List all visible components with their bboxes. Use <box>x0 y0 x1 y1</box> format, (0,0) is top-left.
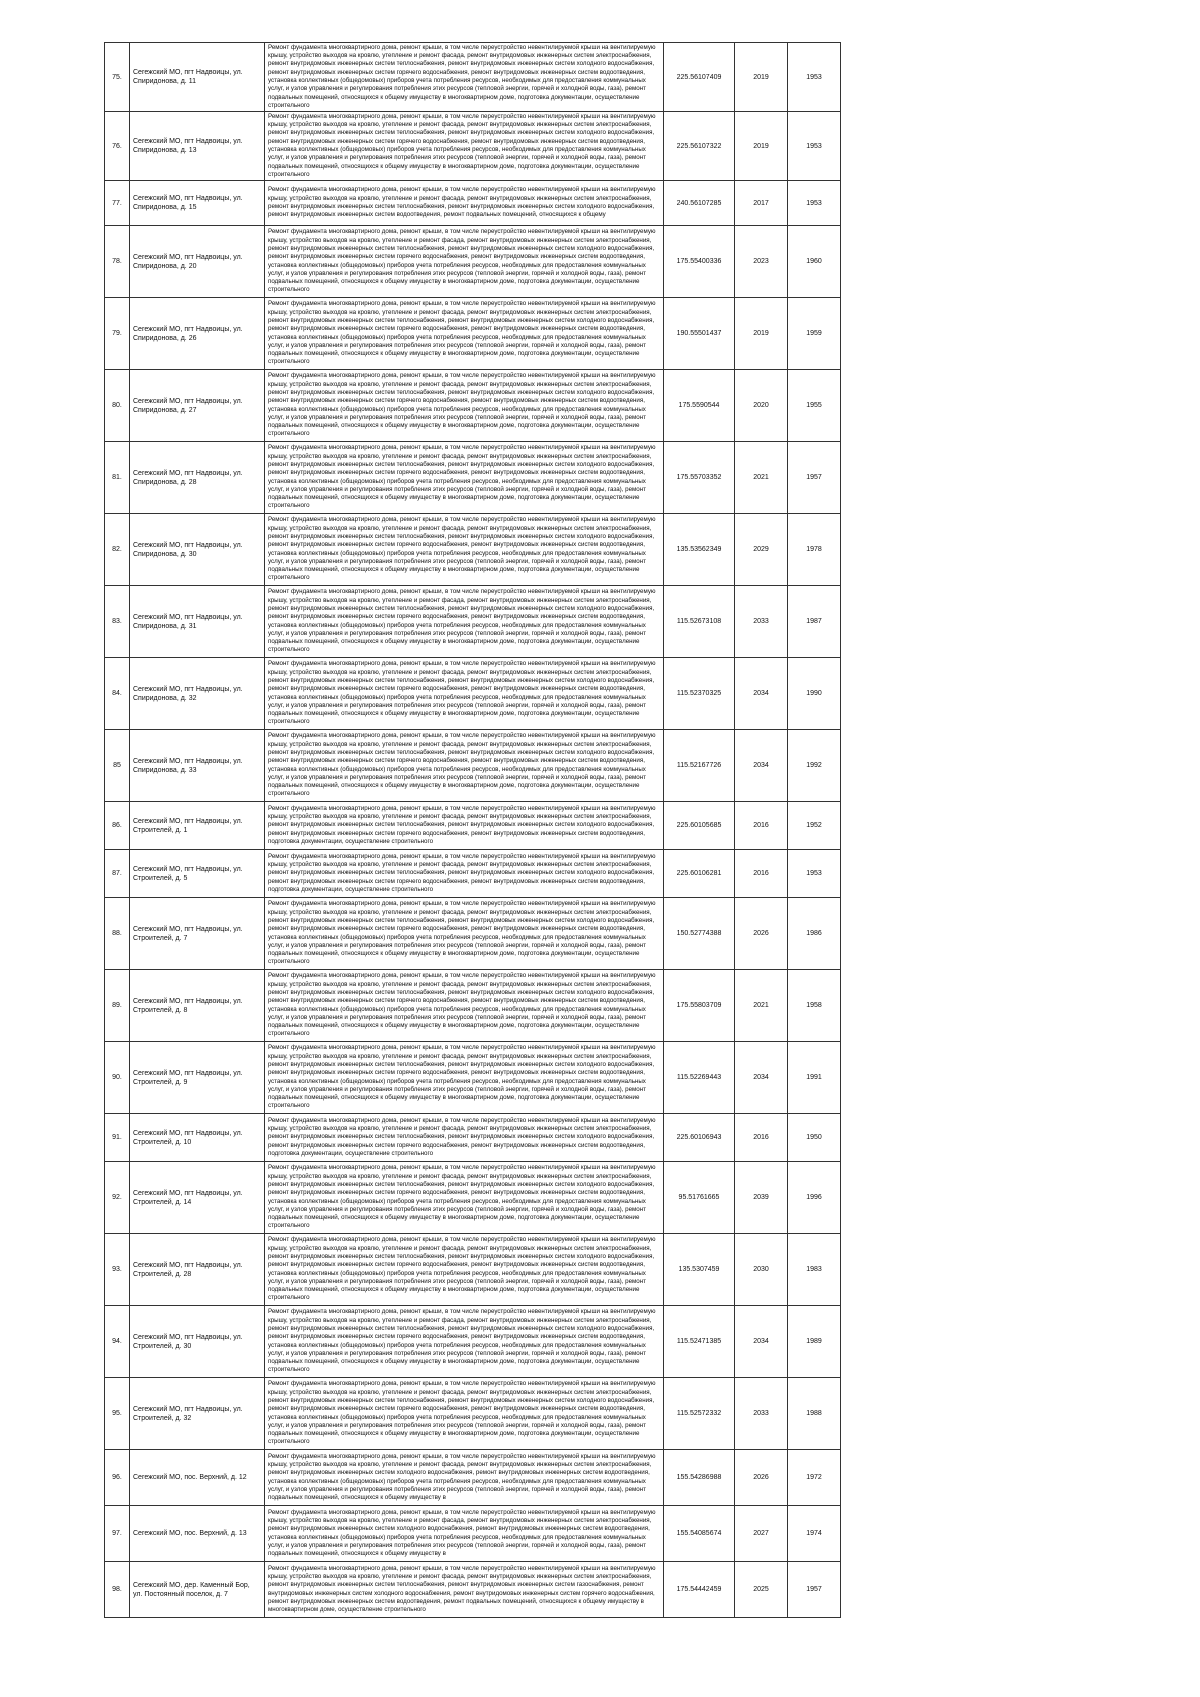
address-cell: Сегежский МО, пгт Надвоицы, ул. Строителей, д. 1 <box>130 802 265 850</box>
table-row <box>105 1378 841 1450</box>
row-number: 84. <box>105 658 130 730</box>
table-row <box>105 1306 841 1378</box>
planned-year-cell: 2021 <box>735 442 788 514</box>
table-row <box>105 1114 841 1162</box>
row-number: 80. <box>105 370 130 442</box>
work-description-text: Ремонт фундамента многоквартирного дома, ремонт крыши, в том числе переустройство невентилируемой крыши на вентилируемую крышу, устройство выходов на кровлю, утепление и ремонт фасада, ремонт внутридомовых инженерных систем электроснабжения, ремонт внутридомовых инженерных систем теплоснабжения, ремонт внутридомовых инженерных систем холодного водоснабжения, ремонт внутридомовых инженерных систем водоотведения, ремонт подвальных помещений, относящихся к общему <box>268 186 656 219</box>
built-year-cell: 1955 <box>788 370 841 442</box>
built-year-cell: 1986 <box>788 898 841 970</box>
cost-cell: 225.60106943 <box>664 1114 735 1162</box>
cost-cell: 115.52370325 <box>664 658 735 730</box>
work-description-cell <box>265 1114 664 1162</box>
work-description-cell <box>265 226 664 298</box>
address-cell: Сегежский МО, пгт Надвоицы, ул. Спиридонова, д. 27 <box>130 370 265 442</box>
work-description-cell <box>265 1234 664 1306</box>
work-description-text: Ремонт фундамента многоквартирного дома, ремонт крыши, в том числе переустройство невентилируемой крыши на вентилируемую крышу, устройство выходов на кровлю, утепление и ремонт фасада, ремонт внутридомовых инженерных систем электроснабжения, ремонт внутридомовых инженерных систем теплоснабжения, ремонт внутридомовых инженерных систем холодного водоснабжения, ремонт внутридомовых инженерных систем горячего водоснабжения, ремонт внутридомовых инженерных систем водоотведения, установка коллективных (общедомовых) приборов учета потребления ресурсов, необходимых для предоставления коммунальных услуг, и узлов управления и регулирования потребления этих ресурсов (тепловой энергии, горячей и холодной воды, газа), ремонт подвальных помещений, относящихся к общему имуществу в многоквартирном доме, подготовка документации, осуществление строительного <box>268 43 656 109</box>
planned-year-cell: 2030 <box>735 1234 788 1306</box>
table-row <box>105 1162 841 1234</box>
work-description-cell <box>265 730 664 802</box>
work-description-cell <box>265 1162 664 1234</box>
row-number: 92. <box>105 1162 130 1234</box>
built-year-cell: 1989 <box>788 1306 841 1378</box>
work-description-cell <box>265 898 664 970</box>
work-description-cell <box>265 658 664 730</box>
cost-cell: 175.54442459 <box>664 1562 735 1618</box>
table-row <box>105 970 841 1042</box>
work-description-cell <box>265 802 664 850</box>
work-description-cell <box>265 586 664 658</box>
work-description-text: Ремонт фундамента многоквартирного дома, ремонт крыши, в том числе переустройство невентилируемой крыши на вентилируемую крышу, устройство выходов на кровлю, утепление и ремонт фасада, ремонт внутридомовых инженерных систем электроснабжения, ремонт внутридомовых инженерных систем теплоснабжения, ремонт внутридомовых инженерных систем холодного водоснабжения, ремонт внутридомовых инженерных систем горячего водоснабжения, ремонт внутридомовых инженерных систем водоотведения, подготовка документации, осуществление строительного <box>268 1116 656 1157</box>
cost-cell: 115.52269443 <box>664 1042 735 1114</box>
work-description-cell <box>265 112 664 181</box>
table-row <box>105 1562 841 1618</box>
planned-year-cell: 2026 <box>735 1450 788 1506</box>
built-year-cell: 1953 <box>788 112 841 181</box>
planned-year-cell: 2021 <box>735 970 788 1042</box>
address-cell: Сегежский МО, пгт Надвоицы, ул. Спиридонова, д. 32 <box>130 658 265 730</box>
built-year-cell: 1983 <box>788 1234 841 1306</box>
work-description-cell <box>265 370 664 442</box>
address-cell: Сегежский МО, пгт Надвоицы, ул. Спиридонова, д. 26 <box>130 298 265 370</box>
built-year-cell: 1988 <box>788 1378 841 1450</box>
table-row <box>105 181 841 226</box>
built-year-cell: 1978 <box>788 514 841 586</box>
address-cell: Сегежский МО, дер. Каменный Бор, ул. Постоянный поселок, д. 7 <box>130 1562 265 1618</box>
cost-cell: 240.56107285 <box>664 181 735 226</box>
address-cell: Сегежский МО, пгт Надвоицы, ул. Строителей, д. 30 <box>130 1306 265 1378</box>
built-year-cell: 1950 <box>788 1114 841 1162</box>
planned-year-cell: 2017 <box>735 181 788 226</box>
planned-year-cell: 2039 <box>735 1162 788 1234</box>
table-row <box>105 298 841 370</box>
work-description-cell <box>265 298 664 370</box>
row-number: 97. <box>105 1506 130 1562</box>
work-description-cell <box>265 1378 664 1450</box>
table-row <box>105 586 841 658</box>
cost-cell: 175.5590544 <box>664 370 735 442</box>
table-row <box>105 658 841 730</box>
address-cell: Сегежский МО, пгт Надвоицы, ул. Спиридонова, д. 20 <box>130 226 265 298</box>
work-description-text: Ремонт фундамента многоквартирного дома, ремонт крыши, в том числе переустройство невентилируемой крыши на вентилируемую крышу, устройство выходов на кровлю, утепление и ремонт фасада, ремонт внутридомовых инженерных систем электроснабжения, ремонт внутридомовых инженерных систем теплоснабжения, ремонт внутридомовых инженерных систем холодного водоснабжения, ремонт внутридомовых инженерных систем горячего водоснабжения, ремонт внутридомовых инженерных систем водоотведения, установка коллективных (общедомовых) приборов учета потребления ресурсов, необходимых для предоставления коммунальных услуг, и узлов управления и регулирования потребления этих ресурсов (тепловой энергии, горячей и холодной воды, газа), ремонт подвальных помещений, относящихся к общему имуществу в многоквартирном доме, подготовка документации, осуществление строительного <box>268 1164 656 1230</box>
cost-cell: 95.51761665 <box>664 1162 735 1234</box>
cost-cell: 115.52471385 <box>664 1306 735 1378</box>
planned-year-cell: 2019 <box>735 112 788 181</box>
planned-year-cell: 2026 <box>735 898 788 970</box>
address-cell: Сегежский МО, пгт Надвоицы, ул. Строителей, д. 28 <box>130 1234 265 1306</box>
address-cell: Сегежский МО, пос. Верхний, д. 13 <box>130 1506 265 1562</box>
planned-year-cell: 2034 <box>735 1306 788 1378</box>
cost-cell: 225.56107409 <box>664 43 735 112</box>
row-number: 86. <box>105 802 130 850</box>
built-year-cell: 1959 <box>788 298 841 370</box>
planned-year-cell: 2033 <box>735 586 788 658</box>
cost-cell: 175.55803709 <box>664 970 735 1042</box>
built-year-cell: 1952 <box>788 802 841 850</box>
work-description-text: Ремонт фундамента многоквартирного дома, ремонт крыши, в том числе переустройство невентилируемой крыши на вентилируемую крышу, устройство выходов на кровлю, утепление и ремонт фасада, ремонт внутридомовых инженерных систем электроснабжения, ремонт внутридомовых инженерных систем теплоснабжения, ремонт внутридомовых инженерных систем холодного водоснабжения, ремонт внутридомовых инженерных систем горячего водоснабжения, ремонт внутридомовых инженерных систем водоотведения, подготовка документации, осуществление строительного <box>268 852 656 893</box>
table-row <box>105 1234 841 1306</box>
row-number: 78. <box>105 226 130 298</box>
row-number: 76. <box>105 112 130 181</box>
built-year-cell: 1996 <box>788 1162 841 1234</box>
address-cell: Сегежский МО, пгт Надвоицы, ул. Спиридонова, д. 15 <box>130 181 265 226</box>
table-body <box>105 43 841 1618</box>
row-number: 96. <box>105 1450 130 1506</box>
table-row <box>105 370 841 442</box>
address-cell: Сегежский МО, пгт Надвоицы, ул. Спиридонова, д. 31 <box>130 586 265 658</box>
work-description-text: Ремонт фундамента многоквартирного дома, ремонт крыши, в том числе переустройство невентилируемой крыши на вентилируемую крышу, устройство выходов на кровлю, утепление и ремонт фасада, ремонт внутридомовых инженерных систем электроснабжения, ремонт внутридомовых инженерных систем теплоснабжения, ремонт внутридомовых инженерных систем холодного водоснабжения, ремонт внутридомовых инженерных систем горячего водоснабжения, ремонт внутридомовых инженерных систем водоотведения, установка коллективных (общедомовых) приборов учета потребления ресурсов, необходимых для предоставления коммунальных услуг, и узлов управления и регулирования потребления этих ресурсов (тепловой энергии, горячей и холодной воды, газа), ремонт подвальных помещений, относящихся к общему имуществу в многоквартирном доме, подготовка документации, осуществление строительного <box>268 900 656 966</box>
cost-cell: 175.55703352 <box>664 442 735 514</box>
table-row <box>105 43 841 112</box>
row-number: 89. <box>105 970 130 1042</box>
built-year-cell: 1953 <box>788 181 841 226</box>
work-description-cell <box>265 43 664 112</box>
planned-year-cell: 2029 <box>735 514 788 586</box>
work-description-cell <box>265 850 664 898</box>
table-row <box>105 112 841 181</box>
work-description-text: Ремонт фундамента многоквартирного дома, ремонт крыши, в том числе переустройство невентилируемой крыши на вентилируемую крышу, устройство выходов на кровлю, утепление и ремонт фасада, ремонт внутридомовых инженерных систем электроснабжения, ремонт внутридомовых инженерных систем теплоснабжения, ремонт внутридомовых инженерных систем холодного водоснабжения, ремонт внутридомовых инженерных систем горячего водоснабжения, ремонт внутридомовых инженерных систем водоотведения, установка коллективных (общедомовых) приборов учета потребления ресурсов, необходимых для предоставления коммунальных услуг, и узлов управления и регулирования потребления этих ресурсов (тепловой энергии, горячей и холодной воды, газа), ремонт подвальных помещений, относящихся к общему имуществу в многоквартирном доме, подготовка документации, осуществление строительного <box>268 972 656 1038</box>
cost-cell: 115.52673108 <box>664 586 735 658</box>
cost-cell: 155.54286988 <box>664 1450 735 1506</box>
work-description-text: Ремонт фундамента многоквартирного дома, ремонт крыши, в том числе переустройство невентилируемой крыши на вентилируемую крышу, устройство выходов на кровлю, утепление и ремонт фасада, ремонт внутридомовых инженерных систем электроснабжения, ремонт внутридомовых инженерных систем теплоснабжения, ремонт внутридомовых инженерных систем холодного водоснабжения, ремонт внутридомовых инженерных систем горячего водоснабжения, ремонт внутридомовых инженерных систем водоотведения, установка коллективных (общедомовых) приборов учета потребления ресурсов, необходимых для предоставления коммунальных услуг, и узлов управления и регулирования потребления этих ресурсов (тепловой энергии, горячей и холодной воды, газа), ремонт подвальных помещений, относящихся к общему имуществу в многоквартирном доме, подготовка документации, осуществление строительного <box>268 732 656 798</box>
built-year-cell: 1974 <box>788 1506 841 1562</box>
work-description-text: Ремонт фундамента многоквартирного дома, ремонт крыши, в том числе переустройство невентилируемой крыши на вентилируемую крышу, устройство выходов на кровлю, утепление и ремонт фасада, ремонт внутридомовых инженерных систем электроснабжения, ремонт внутридомовых инженерных систем теплоснабжения, ремонт внутридомовых инженерных систем холодного водоснабжения, ремонт внутридомовых инженерных систем горячего водоснабжения, ремонт внутридомовых инженерных систем водоотведения, установка коллективных (общедомовых) приборов учета потребления ресурсов, необходимых для предоставления коммунальных услуг, и узлов управления и регулирования потребления этих ресурсов (тепловой энергии, горячей и холодной воды, газа), ремонт подвальных помещений, относящихся к общему имуществу в многоквартирном доме, подготовка документации, осуществление строительного <box>268 588 656 654</box>
row-number: 94. <box>105 1306 130 1378</box>
row-number: 79. <box>105 298 130 370</box>
work-description-text: Ремонт фундамента многоквартирного дома, ремонт крыши, в том числе переустройство невентилируемой крыши на вентилируемую крышу, устройство выходов на кровлю, утепление и ремонт фасада, ремонт внутридомовых инженерных систем электроснабжения, ремонт внутридомовых инженерных систем теплоснабжения, ремонт внутридомовых инженерных систем газоснабжения, ремонт внутридомовых инженерных систем холодного водоснабжения, ремонт внутридомовых инженерных систем горячего водоснабжения, ремонт внутридомовых инженерных систем водоотведения, ремонт подвальных помещений, относящихся к общему имуществу в многоквартирном доме, осуществление строительного <box>268 1564 656 1614</box>
built-year-cell: 1960 <box>788 226 841 298</box>
built-year-cell: 1990 <box>788 658 841 730</box>
planned-year-cell: 2019 <box>735 43 788 112</box>
cost-cell: 135.53562349 <box>664 514 735 586</box>
row-number: 83. <box>105 586 130 658</box>
work-description-cell <box>265 1450 664 1506</box>
planned-year-cell: 2023 <box>735 226 788 298</box>
address-cell: Сегежский МО, пгт Надвоицы, ул. Строителей, д. 32 <box>130 1378 265 1450</box>
row-number: 95. <box>105 1378 130 1450</box>
table-row <box>105 1506 841 1562</box>
table-row <box>105 898 841 970</box>
planned-year-cell: 2016 <box>735 802 788 850</box>
table-row <box>105 802 841 850</box>
built-year-cell: 1991 <box>788 1042 841 1114</box>
work-description-cell <box>265 1506 664 1562</box>
work-description-text: Ремонт фундамента многоквартирного дома, ремонт крыши, в том числе переустройство невентилируемой крыши на вентилируемую крышу, устройство выходов на кровлю, утепление и ремонт фасада, ремонт внутридомовых инженерных систем электроснабжения, ремонт внутридомовых инженерных систем теплоснабжения, ремонт внутридомовых инженерных систем холодного водоснабжения, ремонт внутридомовых инженерных систем горячего водоснабжения, ремонт внутридомовых инженерных систем водоотведения, установка коллективных (общедомовых) приборов учета потребления ресурсов, необходимых для предоставления коммунальных услуг, и узлов управления и регулирования потребления этих ресурсов (тепловой энергии, горячей и холодной воды, газа), ремонт подвальных помещений, относящихся к общему имуществу в многоквартирном доме, подготовка документации, осуществление строительного <box>268 372 656 438</box>
table-row <box>105 1450 841 1506</box>
planned-year-cell: 2033 <box>735 1378 788 1450</box>
work-description-text: Ремонт фундамента многоквартирного дома, ремонт крыши, в том числе переустройство невентилируемой крыши на вентилируемую крышу, устройство выходов на кровлю, утепление и ремонт фасада, ремонт внутридомовых инженерных систем электроснабжения, ремонт внутридомовых инженерных систем теплоснабжения, ремонт внутридомовых инженерных систем холодного водоснабжения, ремонт внутридомовых инженерных систем горячего водоснабжения, ремонт внутридомовых инженерных систем водоотведения, установка коллективных (общедомовых) приборов учета потребления ресурсов, необходимых для предоставления коммунальных услуг, и узлов управления и регулирования потребления этих ресурсов (тепловой энергии, горячей и холодной воды, газа), ремонт подвальных помещений, относящихся к общему имуществу в многоквартирном доме, подготовка документации, осуществление строительного <box>268 1236 656 1302</box>
row-number: 93. <box>105 1234 130 1306</box>
built-year-cell: 1992 <box>788 730 841 802</box>
planned-year-cell: 2034 <box>735 730 788 802</box>
row-number: 75. <box>105 43 130 112</box>
work-description-text: Ремонт фундамента многоквартирного дома, ремонт крыши, в том числе переустройство невентилируемой крыши на вентилируемую крышу, устройство выходов на кровлю, утепление и ремонт фасада, ремонт внутридомовых инженерных систем электроснабжения, ремонт внутридомовых инженерных систем теплоснабжения, ремонт внутридомовых инженерных систем холодного водоснабжения, ремонт внутридомовых инженерных систем горячего водоснабжения, ремонт внутридомовых инженерных систем водоотведения, установка коллективных (общедомовых) приборов учета потребления ресурсов, необходимых для предоставления коммунальных услуг, и узлов управления и регулирования потребления этих ресурсов (тепловой энергии, горячей и холодной воды, газа), ремонт подвальных помещений, относящихся к общему имуществу в многоквартирном доме, подготовка документации, осуществление строительного <box>268 444 656 510</box>
planned-year-cell: 2034 <box>735 658 788 730</box>
cost-cell: 175.55400336 <box>664 226 735 298</box>
planned-year-cell: 2025 <box>735 1562 788 1618</box>
planned-year-cell: 2034 <box>735 1042 788 1114</box>
work-description-cell <box>265 181 664 226</box>
work-description-text: Ремонт фундамента многоквартирного дома, ремонт крыши, в том числе переустройство невентилируемой крыши на вентилируемую крышу, устройство выходов на кровлю, утепление и ремонт фасада, ремонт внутридомовых инженерных систем электроснабжения, ремонт внутридомовых инженерных систем холодного водоснабжения, ремонт внутридомовых инженерных систем водоотведения, установка коллективных (общедомовых) приборов учета потребления ресурсов, необходимых для предоставления коммунальных услуг, и узлов управления и регулирования потребления этих ресурсов (тепловой энергии, горячей и холодной воды, газа), ремонт подвальных помещений, относящихся к общему имуществу в <box>268 1508 656 1558</box>
table-row <box>105 226 841 298</box>
work-description-cell <box>265 1306 664 1378</box>
address-cell: Сегежский МО, пгт Надвоицы, ул. Строителей, д. 7 <box>130 898 265 970</box>
capital-repair-table <box>104 42 841 1618</box>
cost-cell: 225.56107322 <box>664 112 735 181</box>
address-cell: Сегежский МО, пгт Надвоицы, ул. Строителей, д. 14 <box>130 1162 265 1234</box>
row-number: 85 <box>105 730 130 802</box>
row-number: 90. <box>105 1042 130 1114</box>
planned-year-cell: 2020 <box>735 370 788 442</box>
row-number: 88. <box>105 898 130 970</box>
address-cell: Сегежский МО, пгт Надвоицы, ул. Спиридонова, д. 30 <box>130 514 265 586</box>
address-cell: Сегежский МО, пгт Надвоицы, ул. Строителей, д. 5 <box>130 850 265 898</box>
table-row <box>105 514 841 586</box>
built-year-cell: 1987 <box>788 586 841 658</box>
planned-year-cell: 2019 <box>735 298 788 370</box>
work-description-text: Ремонт фундамента многоквартирного дома, ремонт крыши, в том числе переустройство невентилируемой крыши на вентилируемую крышу, устройство выходов на кровлю, утепление и ремонт фасада, ремонт внутридомовых инженерных систем электроснабжения, ремонт внутридомовых инженерных систем теплоснабжения, ремонт внутридомовых инженерных систем холодного водоснабжения, ремонт внутридомовых инженерных систем горячего водоснабжения, ремонт внутридомовых инженерных систем водоотведения, установка коллективных (общедомовых) приборов учета потребления ресурсов, необходимых для предоставления коммунальных услуг, и узлов управления и регулирования потребления этих ресурсов (тепловой энергии, горячей и холодной воды, газа), ремонт подвальных помещений, относящихся к общему имуществу в многоквартирном доме, подготовка документации, осуществление строительного <box>268 112 656 178</box>
built-year-cell: 1972 <box>788 1450 841 1506</box>
work-description-text: Ремонт фундамента многоквартирного дома, ремонт крыши, в том числе переустройство невентилируемой крыши на вентилируемую крышу, устройство выходов на кровлю, утепление и ремонт фасада, ремонт внутридомовых инженерных систем электроснабжения, ремонт внутридомовых инженерных систем теплоснабжения, ремонт внутридомовых инженерных систем холодного водоснабжения, ремонт внутридомовых инженерных систем горячего водоснабжения, ремонт внутридомовых инженерных систем водоотведения, установка коллективных (общедомовых) приборов учета потребления ресурсов, необходимых для предоставления коммунальных услуг, и узлов управления и регулирования потребления этих ресурсов (тепловой энергии, горячей и холодной воды, газа), ремонт подвальных помещений, относящихся к общему имуществу в многоквартирном доме, подготовка документации, осуществление строительного <box>268 300 656 366</box>
address-cell: Сегежский МО, пгт Надвоицы, ул. Строителей, д. 10 <box>130 1114 265 1162</box>
built-year-cell: 1953 <box>788 850 841 898</box>
work-description-text: Ремонт фундамента многоквартирного дома, ремонт крыши, в том числе переустройство невентилируемой крыши на вентилируемую крышу, устройство выходов на кровлю, утепление и ремонт фасада, ремонт внутридомовых инженерных систем электроснабжения, ремонт внутридомовых инженерных систем теплоснабжения, ремонт внутридомовых инженерных систем холодного водоснабжения, ремонт внутридомовых инженерных систем горячего водоснабжения, ремонт внутридомовых инженерных систем водоотведения, подготовка документации, осуществление строительного <box>268 804 656 845</box>
work-description-cell <box>265 514 664 586</box>
address-cell: Сегежский МО, пгт Надвоицы, ул. Спиридонова, д. 28 <box>130 442 265 514</box>
work-description-text: Ремонт фундамента многоквартирного дома, ремонт крыши, в том числе переустройство невентилируемой крыши на вентилируемую крышу, устройство выходов на кровлю, утепление и ремонт фасада, ремонт внутридомовых инженерных систем электроснабжения, ремонт внутридомовых инженерных систем теплоснабжения, ремонт внутридомовых инженерных систем холодного водоснабжения, ремонт внутридомовых инженерных систем горячего водоснабжения, ремонт внутридомовых инженерных систем водоотведения, установка коллективных (общедомовых) приборов учета потребления ресурсов, необходимых для предоставления коммунальных услуг, и узлов управления и регулирования потребления этих ресурсов (тепловой энергии, горячей и холодной воды, газа), ремонт подвальных помещений, относящихся к общему имуществу в многоквартирном доме, подготовка документации, осуществление строительного <box>268 1380 656 1446</box>
planned-year-cell: 2016 <box>735 1114 788 1162</box>
work-description-text: Ремонт фундамента многоквартирного дома, ремонт крыши, в том числе переустройство невентилируемой крыши на вентилируемую крышу, устройство выходов на кровлю, утепление и ремонт фасада, ремонт внутридомовых инженерных систем электроснабжения, ремонт внутридомовых инженерных систем теплоснабжения, ремонт внутридомовых инженерных систем холодного водоснабжения, ремонт внутридомовых инженерных систем горячего водоснабжения, ремонт внутридомовых инженерных систем водоотведения, установка коллективных (общедомовых) приборов учета потребления ресурсов, необходимых для предоставления коммунальных услуг, и узлов управления и регулирования потребления этих ресурсов (тепловой энергии, горячей и холодной воды, газа), ремонт подвальных помещений, относящихся к общему имуществу в многоквартирном доме, подготовка документации, осуществление строительного <box>268 1308 656 1374</box>
cost-cell: 155.54085674 <box>664 1506 735 1562</box>
table-row <box>105 1042 841 1114</box>
row-number: 82. <box>105 514 130 586</box>
cost-cell: 150.52774388 <box>664 898 735 970</box>
row-number: 98. <box>105 1562 130 1618</box>
address-cell: Сегежский МО, пгт Надвоицы, ул. Спиридонова, д. 13 <box>130 112 265 181</box>
row-number: 87. <box>105 850 130 898</box>
row-number: 91. <box>105 1114 130 1162</box>
cost-cell: 190.55501437 <box>664 298 735 370</box>
address-cell: Сегежский МО, пос. Верхний, д. 12 <box>130 1450 265 1506</box>
table-row <box>105 850 841 898</box>
address-cell: Сегежский МО, пгт Надвоицы, ул. Спиридонова, д. 11 <box>130 43 265 112</box>
built-year-cell: 1957 <box>788 442 841 514</box>
built-year-cell: 1958 <box>788 970 841 1042</box>
work-description-text: Ремонт фундамента многоквартирного дома, ремонт крыши, в том числе переустройство невентилируемой крыши на вентилируемую крышу, устройство выходов на кровлю, утепление и ремонт фасада, ремонт внутридомовых инженерных систем электроснабжения, ремонт внутридомовых инженерных систем теплоснабжения, ремонт внутридомовых инженерных систем холодного водоснабжения, ремонт внутридомовых инженерных систем горячего водоснабжения, ремонт внутридомовых инженерных систем водоотведения, установка коллективных (общедомовых) приборов учета потребления ресурсов, необходимых для предоставления коммунальных услуг, и узлов управления и регулирования потребления этих ресурсов (тепловой энергии, горячей и холодной воды, газа), ремонт подвальных помещений, относящихся к общему имуществу в многоквартирном доме, подготовка документации, осуществление строительного <box>268 228 656 294</box>
work-description-text: Ремонт фундамента многоквартирного дома, ремонт крыши, в том числе переустройство невентилируемой крыши на вентилируемую крышу, устройство выходов на кровлю, утепление и ремонт фасада, ремонт внутридомовых инженерных систем электроснабжения, ремонт внутридомовых инженерных систем теплоснабжения, ремонт внутридомовых инженерных систем холодного водоснабжения, ремонт внутридомовых инженерных систем горячего водоснабжения, ремонт внутридомовых инженерных систем водоотведения, установка коллективных (общедомовых) приборов учета потребления ресурсов, необходимых для предоставления коммунальных услуг, и узлов управления и регулирования потребления этих ресурсов (тепловой энергии, горячей и холодной воды, газа), ремонт подвальных помещений, относящихся к общему имуществу в многоквартирном доме, подготовка документации, осуществление строительного <box>268 1044 656 1110</box>
planned-year-cell: 2016 <box>735 850 788 898</box>
cost-cell: 115.52572332 <box>664 1378 735 1450</box>
table-row <box>105 730 841 802</box>
work-description-cell <box>265 1042 664 1114</box>
row-number: 81. <box>105 442 130 514</box>
work-description-text: Ремонт фундамента многоквартирного дома, ремонт крыши, в том числе переустройство невентилируемой крыши на вентилируемую крышу, устройство выходов на кровлю, утепление и ремонт фасада, ремонт внутридомовых инженерных систем электроснабжения, ремонт внутридомовых инженерных систем теплоснабжения, ремонт внутридомовых инженерных систем холодного водоснабжения, ремонт внутридомовых инженерных систем горячего водоснабжения, ремонт внутридомовых инженерных систем водоотведения, установка коллективных (общедомовых) приборов учета потребления ресурсов, необходимых для предоставления коммунальных услуг, и узлов управления и регулирования потребления этих ресурсов (тепловой энергии, горячей и холодной воды, газа), ремонт подвальных помещений, относящихся к общему имуществу в многоквартирном доме, подготовка документации, осуществление строительного <box>268 516 656 582</box>
table-row <box>105 442 841 514</box>
cost-cell: 115.52167726 <box>664 730 735 802</box>
cost-cell: 225.60105685 <box>664 802 735 850</box>
work-description-cell <box>265 1562 664 1618</box>
address-cell: Сегежский МО, пгт Надвоицы, ул. Строителей, д. 8 <box>130 970 265 1042</box>
work-description-cell <box>265 442 664 514</box>
work-description-text: Ремонт фундамента многоквартирного дома, ремонт крыши, в том числе переустройство невентилируемой крыши на вентилируемую крышу, устройство выходов на кровлю, утепление и ремонт фасада, ремонт внутридомовых инженерных систем электроснабжения, ремонт внутридомовых инженерных систем холодного водоснабжения, ремонт внутридомовых инженерных систем водоотведения, установка коллективных (общедомовых) приборов учета потребления ресурсов, необходимых для предоставления коммунальных услуг, и узлов управления и регулирования потребления этих ресурсов (тепловой энергии, горячей и холодной воды, газа), ремонт подвальных помещений, относящихся к общему имуществу в <box>268 1452 656 1502</box>
address-cell: Сегежский МО, пгт Надвоицы, ул. Спиридонова, д. 33 <box>130 730 265 802</box>
row-number: 77. <box>105 181 130 226</box>
address-cell: Сегежский МО, пгт Надвоицы, ул. Строителей, д. 9 <box>130 1042 265 1114</box>
built-year-cell: 1957 <box>788 1562 841 1618</box>
work-description-text: Ремонт фундамента многоквартирного дома, ремонт крыши, в том числе переустройство невентилируемой крыши на вентилируемую крышу, устройство выходов на кровлю, утепление и ремонт фасада, ремонт внутридомовых инженерных систем электроснабжения, ремонт внутридомовых инженерных систем теплоснабжения, ремонт внутридомовых инженерных систем холодного водоснабжения, ремонт внутридомовых инженерных систем горячего водоснабжения, ремонт внутридомовых инженерных систем водоотведения, установка коллективных (общедомовых) приборов учета потребления ресурсов, необходимых для предоставления коммунальных услуг, и узлов управления и регулирования потребления этих ресурсов (тепловой энергии, горячей и холодной воды, газа), ремонт подвальных помещений, относящихся к общему имуществу в многоквартирном доме, подготовка документации, осуществление строительного <box>268 660 656 726</box>
cost-cell: 135.5307459 <box>664 1234 735 1306</box>
planned-year-cell: 2027 <box>735 1506 788 1562</box>
built-year-cell: 1953 <box>788 43 841 112</box>
work-description-cell <box>265 970 664 1042</box>
cost-cell: 225.60106281 <box>664 850 735 898</box>
